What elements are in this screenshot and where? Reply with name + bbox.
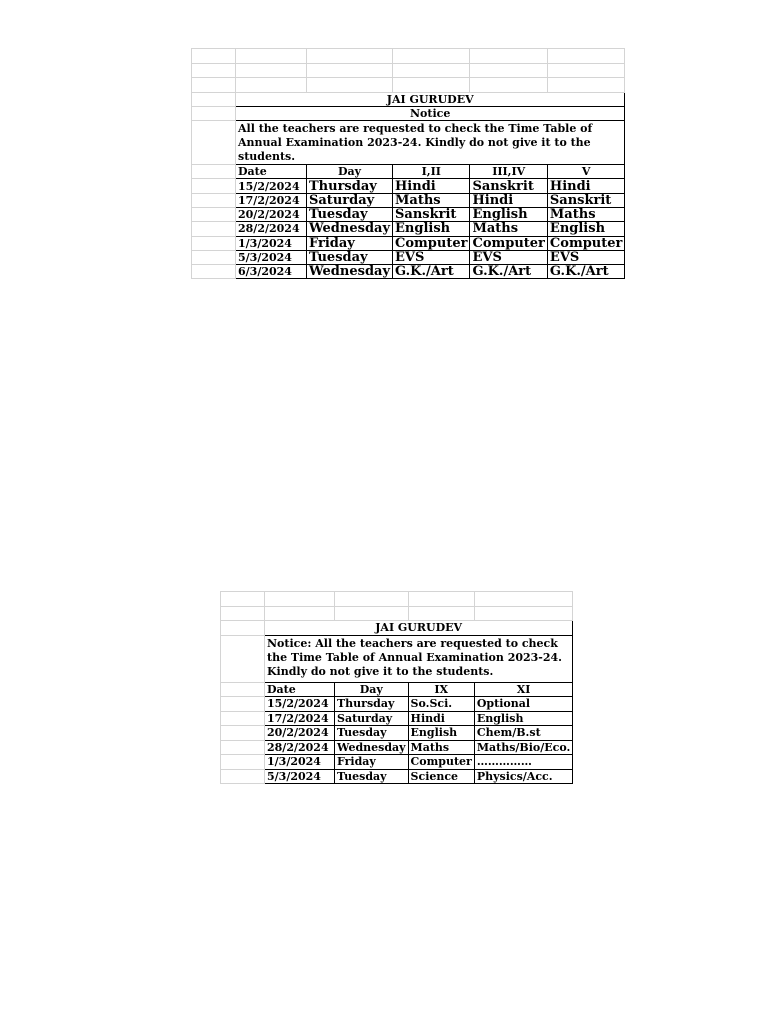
column-header[interactable]: XI	[474, 682, 572, 697]
table-cell[interactable]: Computer	[408, 755, 474, 770]
table-cell[interactable]: 5/3/2024	[265, 769, 335, 784]
table-cell[interactable]: 28/2/2024	[265, 740, 335, 755]
table-cell[interactable]: Saturday	[307, 193, 393, 207]
table-cell[interactable]: Friday	[335, 755, 409, 770]
table-row	[221, 755, 573, 770]
table-cell[interactable]: Thursday	[307, 179, 393, 193]
table-cell[interactable]: Sanskrit	[393, 207, 470, 221]
table-cell[interactable]: EVS	[393, 250, 470, 264]
table-row	[221, 769, 573, 784]
table-cell[interactable]: Maths	[470, 222, 547, 236]
table-cell[interactable]: 17/2/2024	[265, 711, 335, 726]
table-cell[interactable]: 15/2/2024	[265, 697, 335, 712]
table-cell[interactable]: G.K./Art	[470, 265, 547, 279]
table-cell[interactable]: Optional	[474, 697, 572, 712]
column-header[interactable]: Day	[335, 682, 409, 697]
notice-message[interactable]: All the teachers are requested to check the Time Table of Annual Examination 2023-24. Kindly do not give it to the students.	[236, 121, 625, 165]
table-cell[interactable]: Hindi	[408, 711, 474, 726]
blank-row	[192, 63, 625, 78]
table-cell[interactable]: 6/3/2024	[236, 265, 307, 279]
table-cell[interactable]: Saturday	[335, 711, 409, 726]
table-cell[interactable]: EVS	[547, 250, 624, 264]
table-cell[interactable]: English	[470, 207, 547, 221]
blank-row	[192, 49, 625, 64]
table-cell[interactable]: G.K./Art	[547, 265, 624, 279]
message-row	[221, 635, 573, 682]
table-row	[221, 740, 573, 755]
sheet-heading[interactable]: JAI GURUDEV	[265, 621, 573, 636]
table-cell[interactable]: Wednesday	[307, 222, 393, 236]
table-cell[interactable]: Chem/B.st	[474, 726, 572, 741]
table-cell[interactable]: So.Sci.	[408, 697, 474, 712]
table-cell[interactable]: Thursday	[335, 697, 409, 712]
table-cell[interactable]: Hindi	[547, 179, 624, 193]
table-cell[interactable]: Maths	[408, 740, 474, 755]
table-cell[interactable]: Hindi	[393, 179, 470, 193]
message-row	[192, 121, 625, 165]
blank-row	[221, 592, 573, 607]
table-cell[interactable]: 20/2/2024	[265, 726, 335, 741]
notice-message[interactable]: Notice: All the teachers are requested to check the Time Table of Annual Examination 2023-24. Kindly do not give it to the students.	[265, 635, 573, 682]
table-cell[interactable]: 20/2/2024	[236, 207, 307, 221]
table-cell[interactable]: Tuesday	[335, 726, 409, 741]
table-cell[interactable]: Hindi	[470, 193, 547, 207]
table-cell[interactable]: Tuesday	[335, 769, 409, 784]
table-cell[interactable]: EVS	[470, 250, 547, 264]
table-cell[interactable]: Computer	[547, 236, 624, 250]
table-cell[interactable]: 1/3/2024	[236, 236, 307, 250]
subheading-row	[192, 106, 625, 120]
table-row	[192, 236, 625, 250]
table-row	[221, 726, 573, 741]
table-cell[interactable]: Tuesday	[307, 250, 393, 264]
table-row	[221, 697, 573, 712]
table-cell[interactable]: Sanskrit	[470, 179, 547, 193]
table-cell[interactable]: 17/2/2024	[236, 193, 307, 207]
column-header[interactable]: Date	[265, 682, 335, 697]
table-row	[192, 193, 625, 207]
table-cell[interactable]: Wednesday	[307, 265, 393, 279]
table-cell[interactable]: 28/2/2024	[236, 222, 307, 236]
table-cell[interactable]: English	[474, 711, 572, 726]
heading-row	[221, 621, 573, 636]
table-cell[interactable]: Maths	[547, 207, 624, 221]
table-cell[interactable]: Maths	[393, 193, 470, 207]
timetable-grid-1	[191, 48, 625, 279]
heading-row	[192, 92, 625, 106]
blank-row	[221, 606, 573, 621]
table-cell[interactable]: English	[547, 222, 624, 236]
column-header[interactable]: Date	[236, 165, 307, 179]
table-row	[192, 250, 625, 264]
column-header[interactable]: I,II	[393, 165, 470, 179]
table-cell[interactable]: Sanskrit	[547, 193, 624, 207]
table-row	[192, 179, 625, 193]
table-cell[interactable]: Computer	[470, 236, 547, 250]
table-cell[interactable]: English	[393, 222, 470, 236]
table-cell[interactable]: Science	[408, 769, 474, 784]
table-cell[interactable]: ……………	[474, 755, 572, 770]
table-cell[interactable]: 5/3/2024	[236, 250, 307, 264]
table-cell[interactable]: Maths/Bio/Eco.	[474, 740, 572, 755]
table-cell[interactable]: English	[408, 726, 474, 741]
table-cell[interactable]: G.K./Art	[393, 265, 470, 279]
table-row	[192, 265, 625, 279]
table-cell[interactable]: 15/2/2024	[236, 179, 307, 193]
column-header[interactable]: V	[547, 165, 624, 179]
blank-row	[192, 78, 625, 93]
table-cell[interactable]: Physics/Acc.	[474, 769, 572, 784]
table-cell[interactable]: Tuesday	[307, 207, 393, 221]
notice-title[interactable]: Notice	[236, 106, 625, 120]
header-row	[192, 165, 625, 179]
table-row	[221, 711, 573, 726]
table-row	[192, 207, 625, 221]
table-cell[interactable]: Friday	[307, 236, 393, 250]
exam-timetable-sheet-2	[220, 591, 573, 784]
column-header[interactable]: Day	[307, 165, 393, 179]
exam-timetable-sheet-1	[191, 48, 625, 279]
timetable-grid-2	[220, 591, 573, 784]
sheet-heading[interactable]: JAI GURUDEV	[236, 92, 625, 106]
table-row	[192, 222, 625, 236]
table-cell[interactable]: Computer	[393, 236, 470, 250]
column-header[interactable]: IX	[408, 682, 474, 697]
table-cell[interactable]: Wednesday	[335, 740, 409, 755]
header-row	[221, 682, 573, 697]
table-cell[interactable]: 1/3/2024	[265, 755, 335, 770]
column-header[interactable]: III,IV	[470, 165, 547, 179]
